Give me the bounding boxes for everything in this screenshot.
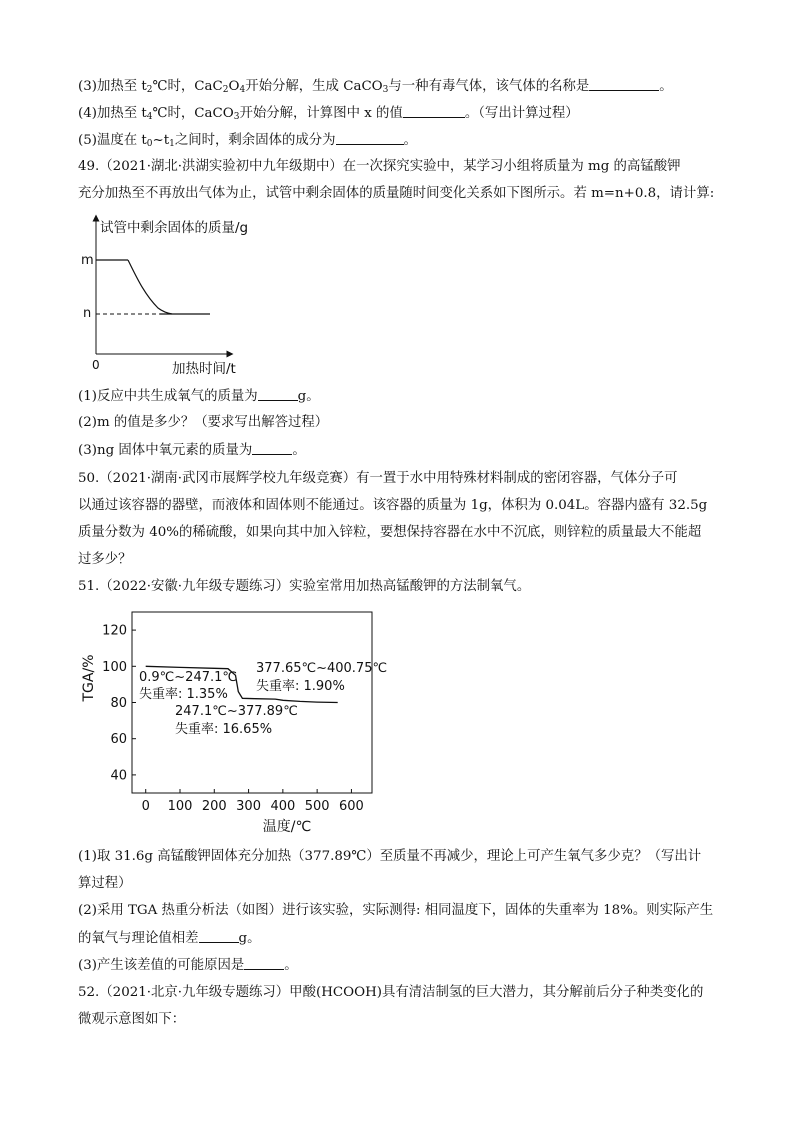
answer-blank[interactable] xyxy=(258,387,298,401)
q51-sub2-line1: (2)采用 TGA 热重分析法（如图）进行该实验，实际测得: 相同温度下，固体的失重率为 18%。则实际产生 xyxy=(78,903,714,918)
y-tick-label-4: 120 xyxy=(102,623,127,639)
q48-part4: (4)加热至 $t_4℃$时，CaCO$_3$开始分解，计算图中 x 的值 。（写出计算过程） xyxy=(78,106,579,122)
q51-sub1-line1: (1)取 31.6g 高锰酸钾固体充分加热（377.89℃）至质量不再减少，理论上可产生氧气多少克？（写出计 xyxy=(78,849,702,864)
q49-sub3: (3)ng 固体中氧元素的质量为 。 xyxy=(78,443,306,458)
q48-part5: (5)温度在 $t_0\sim t_1$之间时，剩余固体的成分为 。 xyxy=(78,133,417,149)
x-axis-title: 温度/℃ xyxy=(262,819,312,835)
q50-line4: 过多少？ xyxy=(78,552,132,567)
q51-sub2-line2: 的氧气与理论值相差 g。 xyxy=(78,931,261,946)
q49-stem-line2: 充分加热至不再放出气体为止，试管中剩余固体的质量随时间变化关系如下图所示。若 m=n+0.8，请计算: xyxy=(78,186,715,201)
q51-tga-chart xyxy=(78,600,388,840)
q48-part3: (3)加热至 $t_2℃$时，$CaC_2O_4$开始分解，生成 CaCO$_3$与一种有毒气体，该气体的名称是 。 xyxy=(78,79,673,95)
annotation-1-rate: 失重率: 1.35% xyxy=(139,687,228,702)
y-axis-title: TGA/% xyxy=(81,654,97,702)
annotation-2-rate: 失重率: 16.65% xyxy=(175,722,273,737)
answer-blank[interactable] xyxy=(589,77,659,91)
q50-line1: 50.（2021·湖南·武冈市展辉学校九年级竞赛）有一置于水中用特殊材料制成的密闭容器，气体分子可 xyxy=(78,471,678,486)
y-tick-label-1: 60 xyxy=(110,732,127,748)
q49-sub2: (2)m 的值是多少？（要求写出解答过程） xyxy=(78,415,329,430)
x-tick-label-0: 0 xyxy=(141,799,150,814)
annotation-2-range: 247.1℃~377.89℃ xyxy=(175,704,298,719)
answer-blank[interactable] xyxy=(252,441,292,455)
q52-line2: 微观示意图如下： xyxy=(78,1012,186,1027)
y-axis-label: 试管中剩余固体的质量/g xyxy=(100,220,248,236)
annotation-1-range: 0.9℃~247.1℃ xyxy=(139,670,237,685)
q51-stem: 51.（2022·安徽·九年级专题练习）实验室常用加热高锰酸钾的方法制氧气。 xyxy=(78,579,531,594)
q49-sub1: (1)反应中共生成氧气的质量为 g。 xyxy=(78,389,320,404)
answer-blank[interactable] xyxy=(199,929,239,943)
q51-sub1-line2: 算过程） xyxy=(78,876,132,891)
answer-blank[interactable] xyxy=(336,131,404,145)
answer-blank[interactable] xyxy=(244,956,284,970)
q50-line3: 质量分数为 40%的稀硫酸，如果向其中加入锌粒，要想保持容器在水中不沉底，则锌粒的质量最大不能超 xyxy=(78,525,702,540)
q51-sub3: (3)产生该差值的可能原因是 。 xyxy=(78,958,298,973)
annotation-3-rate: 失重率: 1.90% xyxy=(256,679,345,694)
answer-blank[interactable] xyxy=(403,104,465,118)
n-label: n xyxy=(83,306,92,321)
y-tick-label-2: 80 xyxy=(110,696,127,711)
x-tick-label-1: 100 xyxy=(167,799,193,814)
q49-stem-line1: 49.（2021·湖北·洪湖实验初中九年级期中）在一次探究实验中，某学习小组将质量为 mg 的高锰酸钾 xyxy=(78,159,681,174)
m-label: m xyxy=(81,253,94,268)
x-tick-label-6: 600 xyxy=(339,799,364,814)
y-tick-label-3: 100 xyxy=(102,659,127,675)
decay-curve xyxy=(128,260,172,314)
q49-mass-time-graph xyxy=(78,210,248,380)
x-tick-label-5: 500 xyxy=(304,799,330,814)
x-axis-label: 加热时间/t xyxy=(172,361,236,377)
x-tick-label-2: 200 xyxy=(201,799,227,814)
annotation-3-range: 377.65℃~400.75℃ xyxy=(256,661,388,676)
x-tick-label-4: 400 xyxy=(270,799,296,814)
q52-line1: 52.（2021·北京·九年级专题练习）甲酸(HCOOH)具有清洁制氢的巨大潜力，其分解前后分子种类变化的 xyxy=(78,985,704,1000)
y-tick-label-0: 40 xyxy=(110,768,127,784)
q50-line2: 以通过该容器的器壁，而液体和固体则不能通过。该容器的质量为 1g，体积为 0.04L。容器内盛有 32.5g xyxy=(78,498,708,513)
x-tick-label-3: 300 xyxy=(236,799,261,814)
origin-label: 0 xyxy=(92,358,100,372)
